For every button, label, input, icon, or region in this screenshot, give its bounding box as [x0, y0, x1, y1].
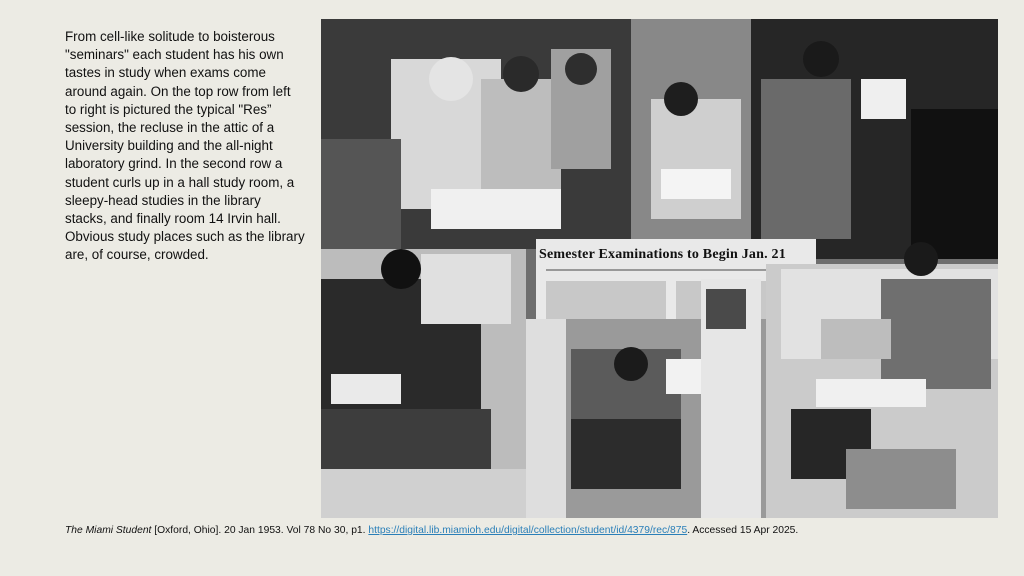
citation-accessed: . Accessed 15 Apr 2025. — [687, 525, 799, 536]
collage-illustration — [321, 19, 998, 518]
citation — [65, 525, 1005, 536]
citation-link[interactable]: https://digital.lib.miamioh.edu/digital/collection/student/id/4379/rec/875 — [368, 525, 688, 536]
citation-details: [Oxford, Ohio]. 20 Jan 1953. Vol 78 No 30, p1. — [151, 525, 369, 536]
caption-text: From cell-like solitude to boisterous "seminars" each student has his own tastes in study when exams come around again. On the top row from left to right is pictured the typical "Res” session, the recluse in the attic of a University building and the all-night laboratory grind. In the second row a student curls up in a hall study room, a sleepy-head studies in the library stacks, and finally room 14 Irvin hall. Obvious study places such as the library are, of course, crowded. — [65, 29, 305, 263]
newspaper-headline: Semester Examinations to Begin Jan. 21 — [539, 247, 786, 262]
newspaper-collage-photo — [321, 19, 998, 518]
citation-publication: The Miami Student — [65, 525, 152, 536]
